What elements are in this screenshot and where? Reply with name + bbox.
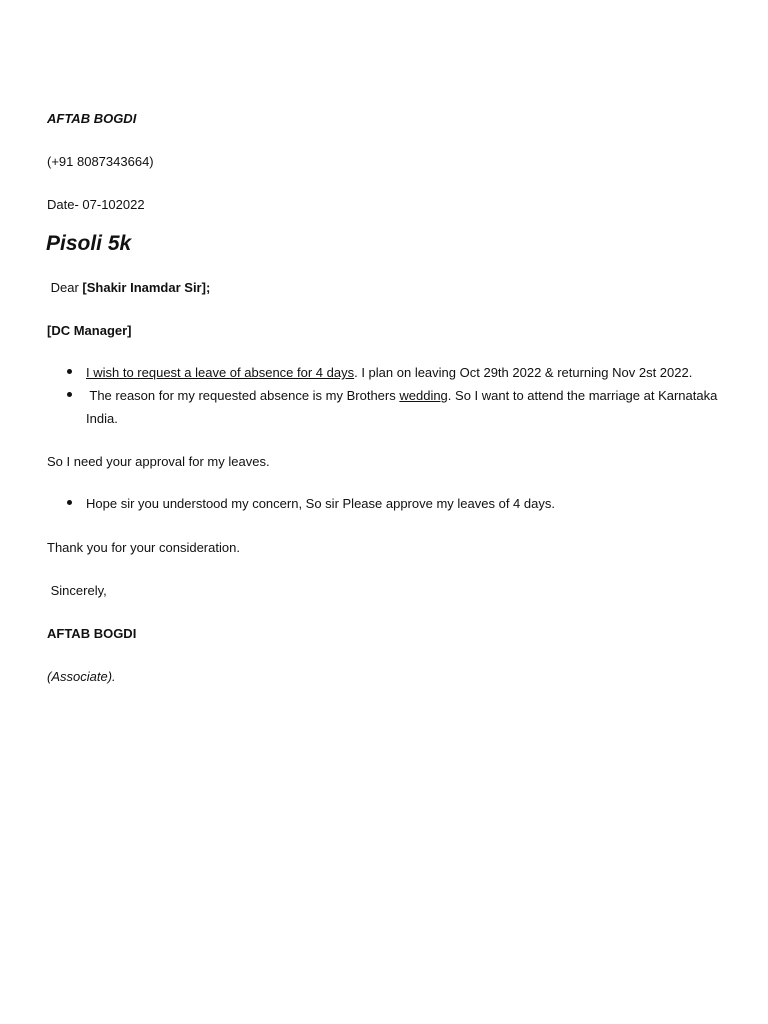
approval-line: So I need your approval for my leaves.: [47, 454, 270, 469]
leave-request-text: I wish to request a leave of absence for 4 days: [86, 365, 355, 380]
thanks-line: Thank you for your consideration.: [47, 540, 240, 555]
closing-line: Sincerely,: [47, 583, 107, 598]
salutation: [47, 280, 210, 296]
letter-heading: Pisoli 5k: [46, 232, 132, 255]
bullet-marker: [67, 369, 72, 374]
list-item: Hope sir you understood my concern, So sir Please approve my leaves of 4 days.: [86, 496, 555, 511]
bullet-marker: [67, 500, 72, 505]
reason-wedding-text: wedding: [399, 388, 448, 403]
recipient-name: [Shakir Inamdar Sir];: [82, 280, 211, 295]
leave-dates-text: . I plan on leaving Oct 29th 2022 & returning Nov 2st 2022.: [354, 365, 693, 380]
reason-prefix-text: The reason for my requested absence is my Brothers: [86, 388, 400, 403]
sender-name: AFTAB BOGDI: [47, 111, 137, 126]
signature-name: AFTAB BOGDI: [47, 626, 137, 641]
list-item: [86, 361, 726, 384]
reason-rest-text: . So I want to attend the marriage at Karnataka India.: [86, 388, 718, 426]
signature-role: (Associate).: [47, 669, 116, 684]
bullet-marker: [67, 392, 72, 397]
salutation-prefix: Dear: [47, 280, 83, 295]
recipient-title: [DC Manager]: [47, 323, 132, 338]
sender-phone: (+91 8087343664): [47, 154, 154, 169]
letter-date: Date- 07-102022: [47, 197, 145, 212]
list-item: [86, 384, 726, 430]
